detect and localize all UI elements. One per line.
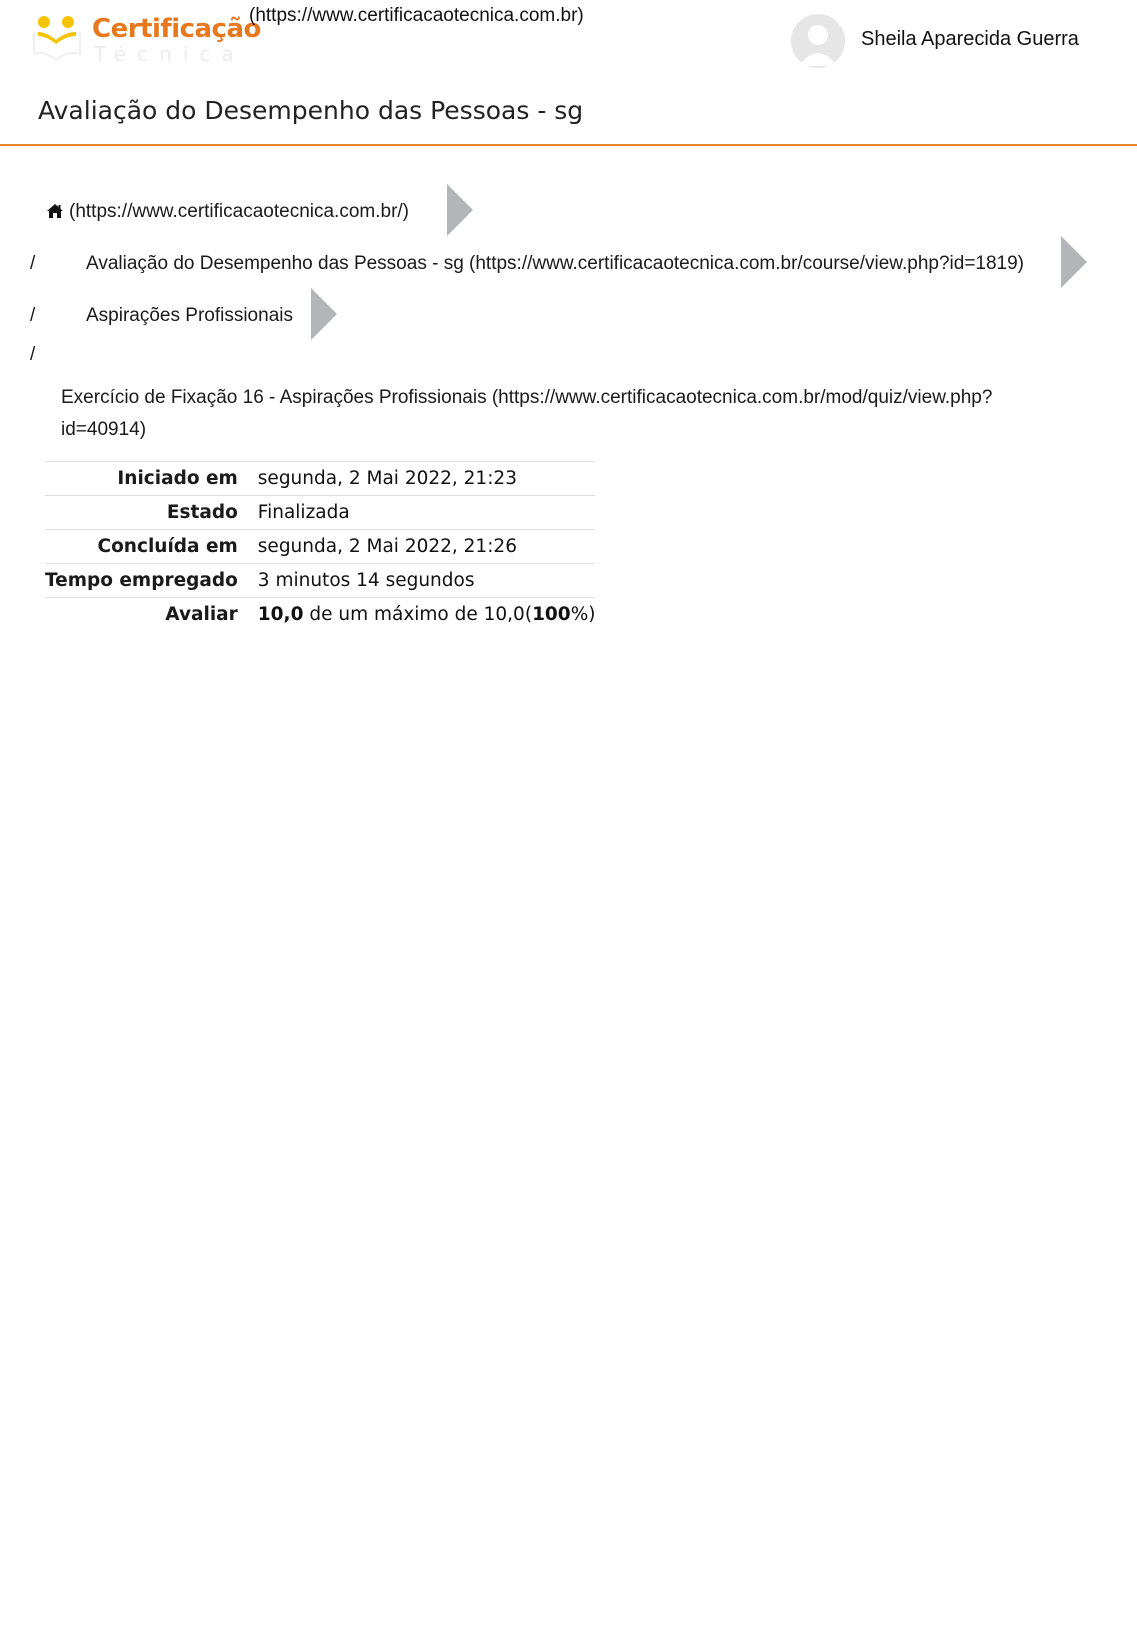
- site-logo[interactable]: [30, 10, 261, 66]
- table-row: [45, 496, 595, 530]
- table-row: [45, 530, 595, 564]
- page-title: Avaliação do Desempenho das Pessoas - sg: [38, 96, 584, 125]
- user-name[interactable]: Sheila Aparecida Guerra: [861, 28, 1079, 50]
- completed-value: segunda, 2 Mai 2022, 21:26: [258, 530, 596, 564]
- grade-value: [258, 598, 596, 632]
- state-value: Finalizada: [258, 496, 596, 530]
- user-avatar-icon: [791, 14, 845, 68]
- attempt-summary-table: [45, 461, 595, 631]
- table-row: [45, 598, 595, 632]
- quiz-link-line-2: id=40914): [61, 419, 147, 440]
- logo-subtext: Técnica: [94, 42, 245, 66]
- grade-label: Avaliar: [45, 598, 258, 632]
- logo-text: Certificação: [92, 14, 261, 44]
- table-row: [45, 462, 595, 496]
- started-label: Iniciado em: [45, 462, 258, 496]
- breadcrumb-separator: /: [30, 253, 36, 274]
- grade-max-text: de um máximo de 10,0(: [303, 604, 533, 625]
- grade-percent-sign: %): [570, 604, 596, 625]
- time-label: Tempo empregado: [45, 564, 258, 598]
- breadcrumb-arrow: [1061, 236, 1087, 288]
- state-label: Estado: [45, 496, 258, 530]
- breadcrumb-course-link[interactable]: Avaliação do Desempenho das Pessoas - sg (https://www.certificacaotecnica.com.br/course/view.php?id=1819): [86, 253, 1025, 274]
- grade-score: 10,0: [257, 604, 304, 625]
- breadcrumb-section-link[interactable]: Aspirações Profissionais: [86, 305, 293, 326]
- user-avatar[interactable]: [791, 14, 845, 68]
- breadcrumb-separator: /: [30, 344, 36, 365]
- header-divider: [0, 144, 1137, 146]
- quiz-link-line-1: Exercício de Fixação 16 - Aspirações Profissionais (https://www.certificacaotecnica.com.br/mod/quiz/view.php?: [61, 387, 993, 408]
- breadcrumb-quiz-link[interactable]: [61, 387, 1121, 441]
- site-url-link[interactable]: (https://www.certificacaotecnica.com.br): [249, 5, 584, 26]
- breadcrumb-arrow: [311, 288, 337, 340]
- grade-percent: 100: [532, 604, 571, 625]
- table-row: [45, 564, 595, 598]
- breadcrumb-home-link[interactable]: (https://www.certificacaotecnica.com.br/): [69, 201, 409, 222]
- breadcrumb-arrow: [447, 184, 473, 236]
- logo-mark-icon: [30, 10, 90, 66]
- home-icon[interactable]: [46, 203, 64, 219]
- started-value: segunda, 2 Mai 2022, 21:23: [258, 462, 596, 496]
- time-value: 3 minutos 14 segundos: [258, 564, 596, 598]
- completed-label: Concluída em: [45, 530, 258, 564]
- breadcrumb-separator: /: [30, 305, 36, 326]
